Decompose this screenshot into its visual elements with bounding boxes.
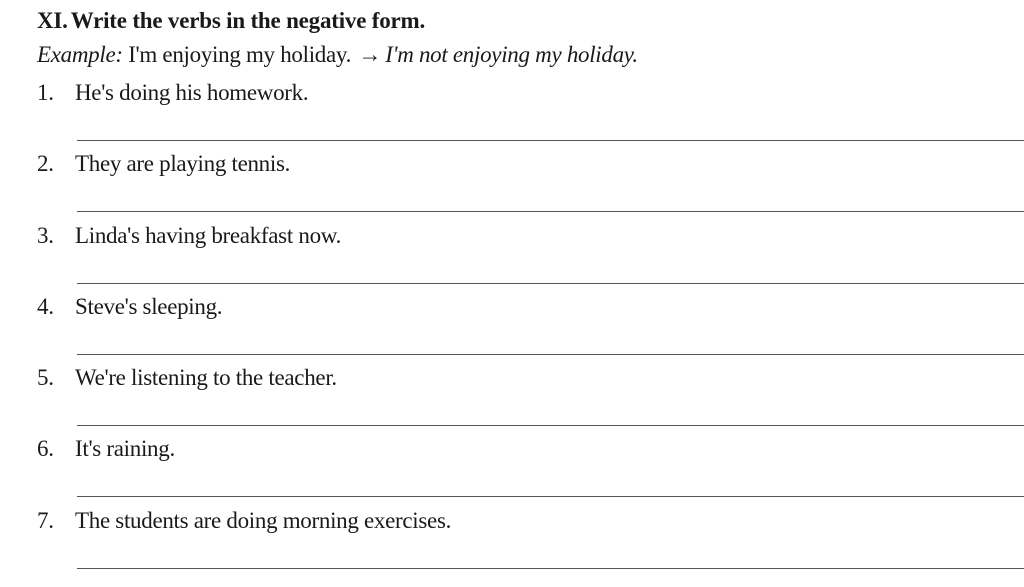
item-sentence: Steve's sleeping. <box>75 294 223 319</box>
list-item <box>37 294 222 320</box>
list-item <box>37 508 451 534</box>
item-sentence: It's raining. <box>75 436 175 461</box>
list-item <box>37 151 290 177</box>
answer-line-1[interactable] <box>77 140 1024 141</box>
list-item <box>37 80 308 106</box>
item-number: 5. <box>37 365 54 390</box>
answer-line-6[interactable] <box>77 496 1024 497</box>
item-number: 4. <box>37 294 54 319</box>
answer-line-4[interactable] <box>77 354 1024 355</box>
list-item <box>37 223 341 249</box>
item-sentence: We're listening to the teacher. <box>75 365 337 390</box>
answer-line-3[interactable] <box>77 283 1024 284</box>
exercise-heading <box>37 8 425 34</box>
exercise-number: XI. <box>37 8 68 33</box>
arrow-icon: → <box>358 42 382 67</box>
item-sentence: Linda's having breakfast now. <box>75 223 342 248</box>
example-line <box>37 42 638 68</box>
item-sentence: They are playing tennis. <box>75 151 291 176</box>
exercise-title: Write the verbs in the negative form. <box>70 8 426 33</box>
example-answer: I'm not enjoying my holiday. <box>385 42 638 67</box>
item-number: 2. <box>37 151 54 176</box>
answer-line-2[interactable] <box>77 211 1024 212</box>
list-item <box>37 436 175 462</box>
example-label: Example: <box>37 42 123 67</box>
example-sentence: I'm enjoying my holiday. <box>128 42 352 67</box>
item-sentence: The students are doing morning exercises. <box>75 508 452 533</box>
answer-line-7[interactable] <box>77 568 1024 569</box>
item-number: 6. <box>37 436 54 461</box>
item-number: 1. <box>37 80 54 105</box>
item-number: 7. <box>37 508 54 533</box>
answer-line-5[interactable] <box>77 425 1024 426</box>
list-item <box>37 365 337 391</box>
item-sentence: He's doing his homework. <box>75 80 309 105</box>
item-number: 3. <box>37 223 54 248</box>
